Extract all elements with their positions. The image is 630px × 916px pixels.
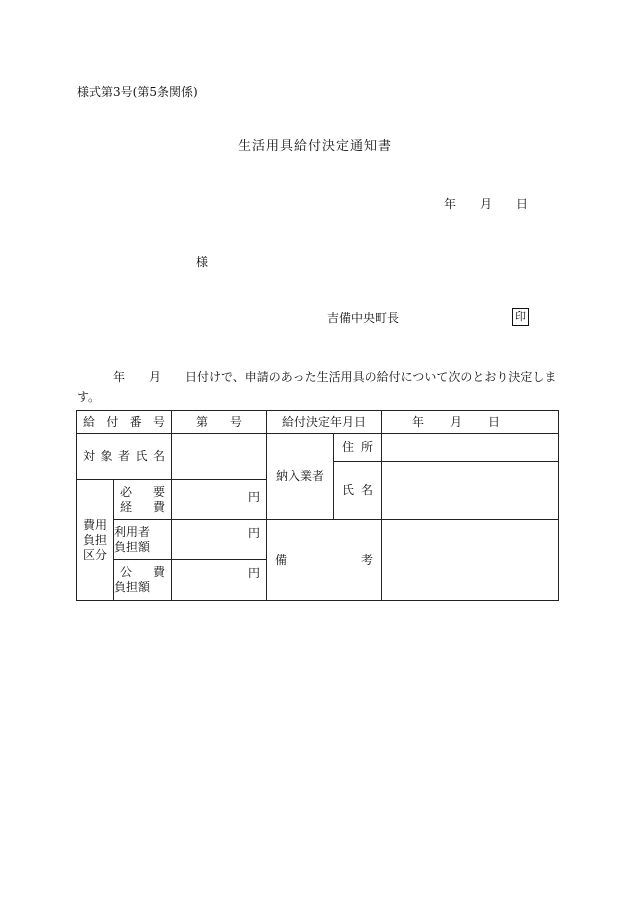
body-rest-2: す。 [77, 390, 101, 404]
shimei-value [382, 462, 559, 520]
riyosha-yen: 円 [172, 520, 267, 560]
futan-label: 費用 負担 区分 [77, 480, 114, 601]
body-rest: 日付けで、申請のあった生活用具の給付について次のとおり決定しま [185, 370, 557, 384]
kyufu-bango-label: 給 付 番 号 [77, 411, 172, 434]
form-number: 様式第3号(第5条関係) [77, 85, 198, 99]
issuer-name: 吉備中央町長 [327, 311, 400, 325]
riyosha-label: 利用者 負担額 [114, 520, 172, 560]
decision-table [76, 410, 559, 601]
biko-label: 備 考 [267, 520, 382, 601]
biko-value [382, 520, 559, 601]
taisho-value [172, 434, 267, 480]
document-title: 生活用具給付決定通知書 [237, 139, 392, 154]
kettei-date-value: 年 月 日 [382, 411, 559, 434]
jusho-value [382, 434, 559, 462]
body-year: 年 [113, 370, 126, 384]
kohi-label: 公 費 負担額 [114, 560, 172, 601]
hitsuyo-label: 必 要 経 費 [114, 480, 172, 520]
jusho-label: 住 所 [334, 434, 382, 462]
body-text [77, 367, 561, 407]
taisho-label: 対 象 者 氏 名 [77, 434, 172, 480]
kohi-yen: 円 [172, 560, 267, 601]
shimei-label: 氏 名 [334, 462, 382, 520]
issue-date-year: 年 [444, 197, 457, 211]
issue-date-day: 日 [516, 197, 529, 211]
kyufu-bango-value: 第 号 [172, 411, 267, 434]
addressee-suffix: 様 [196, 255, 209, 269]
issue-date-month: 月 [480, 197, 493, 211]
hitsuyo-yen: 円 [172, 480, 267, 520]
seal-mark: 印 [512, 308, 529, 326]
nonyu-label: 納入業者 [267, 434, 334, 520]
kettei-date-label: 給付決定年月日 [267, 411, 382, 434]
body-month: 月 [149, 370, 162, 384]
